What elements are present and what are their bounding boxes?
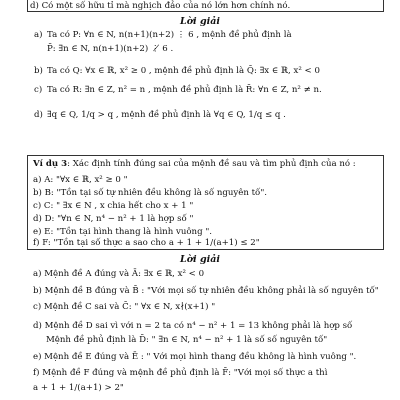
example-3-title: Ví dụ 3 [33, 159, 68, 169]
sol1-a-line1: Ta có P: ∀n ∈ N, n(n+1)(n+2) ⋮ 6 , mệnh đề phủ định là [47, 30, 292, 40]
sol2-d-line2: Mệnh đề phủ định là D̄: " ∃n ∈ N, n⁴ − n² + 1 là số số nguyên tố" [46, 335, 328, 345]
sol1-label-d: d) [34, 110, 43, 120]
sol1-d-line1: ∃q ∈ Q, 1/q > q , mệnh đề phủ định là ∀q ∈ Q, 1/q ≤ q . [47, 110, 286, 120]
example-item-d: d) D: "∀n ∈ N, n⁴ − n² + 1 là hợp số " [33, 214, 194, 224]
solution-heading-2: Lời giải [180, 254, 220, 265]
example-item-a: a) A: "∀x ∈ ℝ, x² ≥ 0 " [33, 175, 128, 185]
sol2-b: b) Mệnh đề B đúng và B̄ : "Với mọi số tự nhiên đều không phải là số nguyên tố" [33, 286, 379, 296]
previous-example-item-d: d) Có một số hữu tỉ mà nghịch đảo của nó lớn hơn chính nó. [30, 1, 291, 11]
sol2-f-line2: a + 1 + 1/(a+1) > 2" [33, 383, 124, 393]
example-item-c: c) C: " ∃x ∈ N , x chia hết cho x + 1 " [33, 201, 194, 211]
sol2-a: a) Mệnh đề A đúng và Ā: ∃x ∈ ℝ, x² < 0 [33, 269, 205, 279]
sol1-label-b: b) [34, 66, 43, 76]
sol2-d-line1: d) Mệnh đề D sai vì với n = 2 ta có n⁴ − n² + 1 = 13 không phải là hợp số [33, 321, 353, 331]
sol2-f-line1: f) Mệnh đề F đúng và mệnh đề phủ định là F̄: "Với mọi số thực a thì [33, 368, 328, 378]
sol2-e: e) Mệnh đề E đúng và Ē : " Với mọi hình thang đều không là hình vuông ". [33, 352, 357, 362]
solution-heading-1: Lời giải [180, 16, 220, 27]
example-item-e: e) E: "Tồn tại hình thang là hình vuông ". [33, 227, 213, 237]
example-item-f: f) F: "Tồn tại số thực a sao cho a + 1 + 1/(a+1) ≤ 2" [33, 238, 260, 248]
sol1-a-line2: P̄: ∃n ∈ N, n(n+1)(n+2) ⋮̸ 6 . [47, 44, 174, 54]
sol1-label-a: a) [34, 30, 43, 40]
example-3-header [33, 159, 392, 170]
sol1-label-c: c) [34, 85, 43, 95]
example-3-prompt: : Xác định tính đúng sai của mệnh đề sau và tìm phủ định của nó : [67, 159, 356, 169]
sol1-c-line1: Ta có R: ∃n ∈ Z, n² = n , mệnh đề phủ định là R̄: ∀n ∈ Z, n² ≠ n. [47, 85, 322, 95]
sol2-c: c) Mệnh đề C sai và C̄: " ∀x ∈ N, x∤(x+1) " [33, 302, 216, 312]
sol1-b-line1: Ta có Q: ∀x ∈ ℝ, x² ≥ 0 , mệnh đề phủ định là Q̄: ∃x ∈ ℝ, x² < 0 [47, 66, 320, 76]
example-item-b: b) B: "Tồn tại số tự nhiên đều không là số nguyên tố". [33, 188, 267, 198]
